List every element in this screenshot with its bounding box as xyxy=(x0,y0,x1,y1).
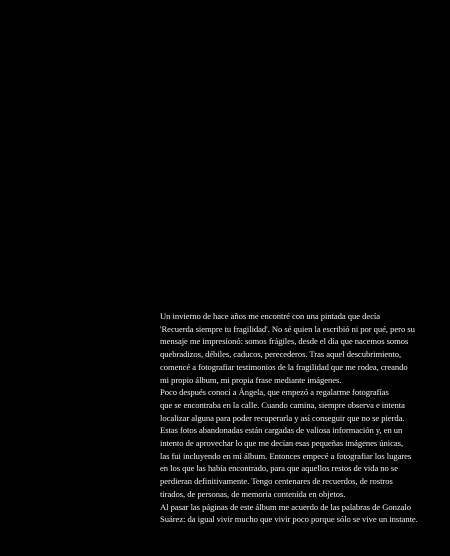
text-line: Un invierno de hace años me encontré con una pintada que decía xyxy=(160,311,381,321)
text-line: Suárez: da igual vivir mucho que vivir poco porque sólo se vive un instante. xyxy=(160,514,418,525)
paragraph-1 xyxy=(160,310,430,386)
text-line: las fui incluyendo en mi álbum. Entonces empecé a fotografiar los lugares xyxy=(160,450,412,461)
text-line: quebradizos, débiles, caducos, perecederos. Tras aquel descubrimiento, xyxy=(160,349,402,360)
text-line: Estas fotos abandonadas están cargadas de valiosa información y, en un xyxy=(160,425,403,436)
paragraph-3 xyxy=(160,501,430,526)
text-line: en los que las había encontrado, para que aquellos restos de vida no se xyxy=(160,463,398,474)
text-line: Poco después conocí a Ángela, que empezó a regalarme fotografías xyxy=(160,387,389,398)
paragraph-2 xyxy=(160,386,430,500)
text-line: mi propio álbum, mi propia frase mediante imágenes. xyxy=(160,374,342,385)
text-line: localizar alguna para poder recuperarla y así conseguir que no se pierda. xyxy=(160,412,405,423)
text-line: intento de aprovechar lo que me decían esas pequeñas imágenes únicas, xyxy=(160,438,404,449)
text-line: perdieran definitivamente. Tengo centenares de recuerdos, de rostros xyxy=(160,476,393,487)
body-text xyxy=(160,310,430,526)
text-line: Al pasar las páginas de este álbum me acuerdo de las palabras de Gonzalo xyxy=(160,501,412,512)
text-line: comencé a fotografiar testimonios de la fragilidad que me rodea, creando xyxy=(160,361,408,372)
text-line: tirados, de personas, de memoria contenida en objetos. xyxy=(160,488,346,499)
text-line: 'Recuerda siempre tu fragilidad'. No sé quien la escribió ni por qué, pero su xyxy=(160,323,415,334)
text-line: mensaje me impresionó: somos frágiles, desde el día que nacemos somos xyxy=(160,336,409,347)
text-line: que se encontraba en la calle. Cuando camina, siempre observa e intenta xyxy=(160,399,405,410)
